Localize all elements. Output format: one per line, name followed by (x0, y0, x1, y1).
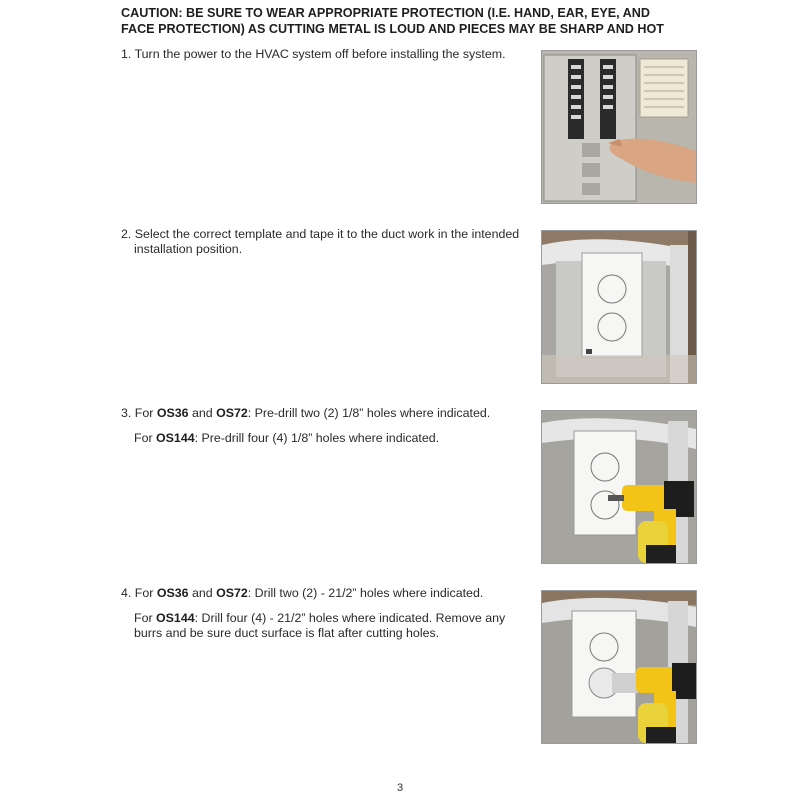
step-1 (121, 47, 526, 62)
step-2 (121, 227, 526, 257)
template-on-duct-photo (541, 230, 697, 384)
step-1-text: 1. Turn the power to the HVAC system off before installing the system. (121, 47, 506, 61)
step-2-text: 2. Select the correct template and tape it to the duct work in the intended (121, 227, 520, 241)
caution-heading: CAUTION: BE SURE TO WEAR APPROPRIATE PROTECTION (I.E. HAND, EAR, EYE, AND FACE PROTECTION) AS CUTTING METAL IS LOUD AND PIECES MAY BE SHARP AND HOT (121, 6, 664, 36)
breaker-panel-photo (541, 50, 697, 204)
page-number: 3 (396, 782, 404, 794)
step-2-text-line2: installation position. (134, 242, 243, 256)
step-3 (121, 406, 526, 446)
step-4-os144-text-line2: burrs and be sure duct surface is flat after cutting holes. (134, 626, 440, 640)
step-3-os144-text: For OS144: Pre-drill four (4) 1/8” holes where indicated. (134, 431, 440, 445)
step-3-text: 3. For OS36 and OS72: Pre-drill two (2) 1/8” holes where indicated. (121, 406, 491, 420)
step-4-text: 4. For OS36 and OS72: Drill two (2) - 21/2” holes where indicated. (121, 586, 484, 600)
hole-saw-drilling-photo (541, 590, 697, 744)
step-4-os144-text: For OS144: Drill four (4) - 21/2” holes where indicated. Remove any (134, 611, 506, 625)
step-4 (121, 586, 526, 641)
pre-drilling-photo (541, 410, 697, 564)
